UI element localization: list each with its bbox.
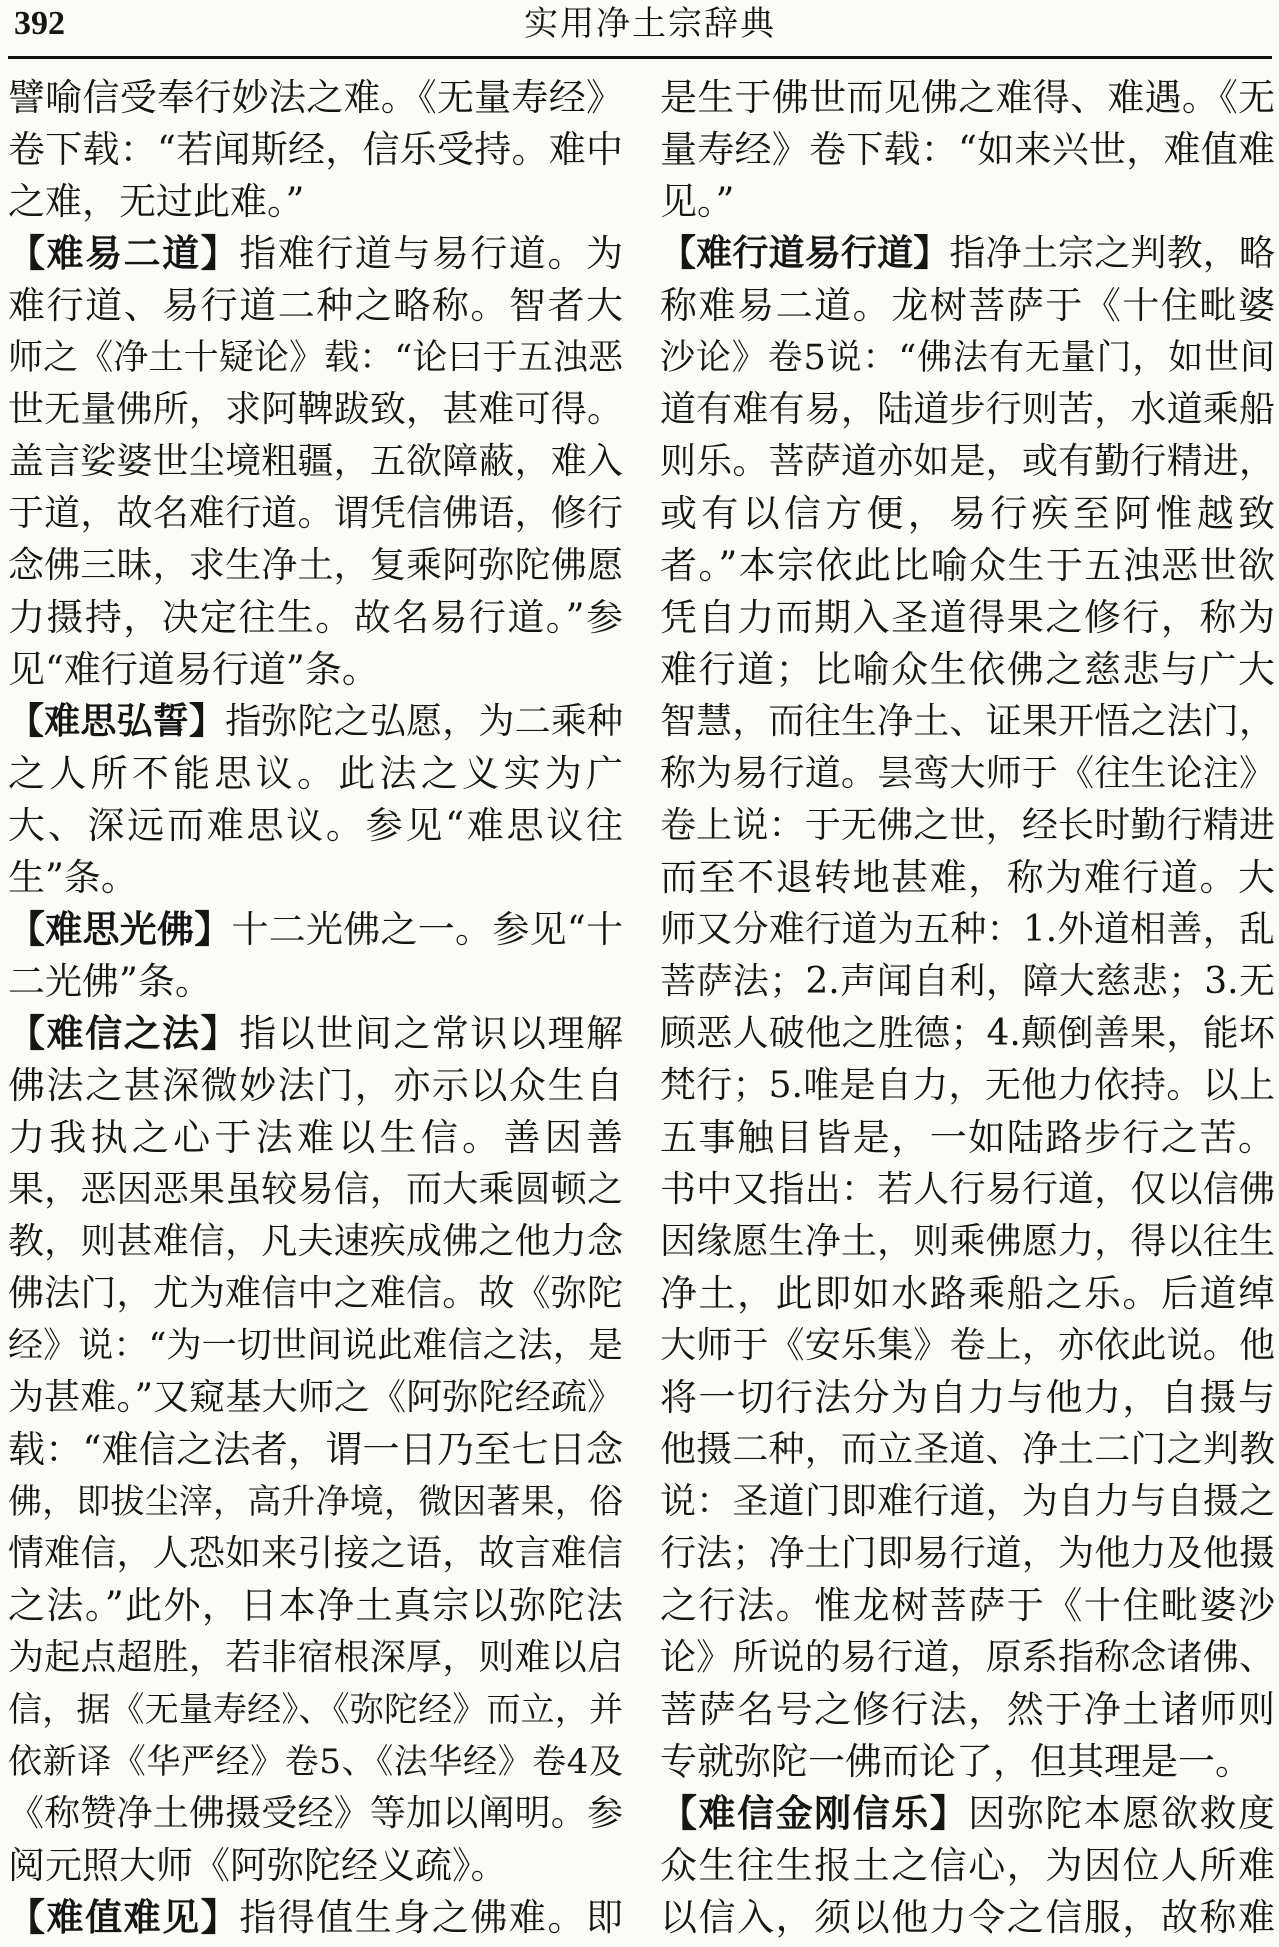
- text-line: [660, 1684, 1275, 1736]
- text-line: [8, 228, 623, 280]
- text-line: [8, 1892, 623, 1944]
- entry-text: 果，恶因恶果虽较易信，而大乘圆顿之: [8, 1169, 623, 1210]
- entry-text: 佛法门，尤为难信中之难信。故《弥陀: [8, 1273, 623, 1314]
- entry-text: 十二光佛之一。参见“十: [231, 908, 623, 951]
- text-line: [660, 1320, 1275, 1372]
- entry-text: 为起点超胜，若非宿根深厚，则难以启: [8, 1637, 623, 1678]
- text-line: [8, 72, 623, 124]
- entry-text: 智慧，而往生净土、证果开悟之法门，: [660, 701, 1275, 742]
- entry-text: 五事触目皆是，一如陆路步行之苦。: [660, 1116, 1275, 1159]
- text-line: [8, 384, 623, 436]
- text-line: [660, 1528, 1275, 1580]
- entry-text: 顾恶人破他之胜德；4.颠倒善果，能坏: [660, 1013, 1275, 1054]
- running-title: 实用净土宗辞典: [524, 4, 776, 44]
- text-line: [660, 1840, 1275, 1892]
- entry-text: 而至不退转地甚难，称为难行道。大: [660, 856, 1275, 899]
- text-line: [8, 332, 623, 384]
- entry-text: 二光佛”条。: [8, 960, 212, 1003]
- text-line: [660, 1736, 1275, 1788]
- page-header: [0, 0, 1279, 66]
- entry-text: 为甚难。”又窥基大师之《阿弥陀经疏》: [8, 1377, 623, 1418]
- entry-text: 书中又指出：若人行易行道，仅以信佛: [660, 1169, 1275, 1210]
- entry-text: 譬喻信受奉行妙法之难。《无量寿经》: [8, 76, 623, 119]
- text-line: [8, 800, 623, 852]
- entry-text: 师之《净土十疑论》载：“论曰于五浊恶: [8, 338, 623, 378]
- entry-text: 则乐。菩萨道亦如是，或有勤行精进，: [660, 441, 1275, 482]
- entry-text: 说：圣道门即难行道，为自力与自摄之: [660, 1481, 1275, 1522]
- text-line: [8, 1424, 623, 1476]
- entry-text: 难行道、易行道二种之略称。智者大: [8, 284, 623, 327]
- text-line: [660, 1788, 1275, 1840]
- entry-headword: 【难值难见】: [8, 1896, 240, 1939]
- text-line: [660, 1372, 1275, 1424]
- entry-text: 道有难有易，陆道步行则苦，水道乘船: [660, 389, 1275, 430]
- entry-text: 卷下载：“若闻斯经，信乐受持。难中: [8, 128, 623, 171]
- entry-text: 是生于佛世而见佛之难得、难遇。《无: [660, 76, 1275, 119]
- text-line: [8, 1112, 623, 1164]
- entry-text: 世无量佛所，求阿鞞跋致，甚难可得。: [8, 389, 623, 430]
- entry-text: 论》所说的易行道，原系指称念诸佛、: [660, 1637, 1275, 1678]
- entry-text: 《称赞净土佛摄受经》等加以阐明。参: [8, 1793, 623, 1834]
- entry-text: 之行法。惟龙树菩萨于《十住毗婆沙: [660, 1584, 1275, 1627]
- text-line: [660, 228, 1275, 280]
- entry-text: 佛法之甚深微妙法门，亦示以众生自: [8, 1064, 623, 1107]
- text-line: [8, 1684, 623, 1736]
- text-line: [8, 904, 623, 956]
- text-line: [8, 956, 623, 1008]
- text-line: [660, 280, 1275, 332]
- text-line: [660, 644, 1275, 696]
- text-line: [660, 72, 1275, 124]
- text-line: [8, 540, 623, 592]
- text-line: [8, 1788, 623, 1840]
- entry-text: 之法。”此外，日本净土真宗以弥陀法: [8, 1584, 623, 1627]
- text-line: [660, 1060, 1275, 1112]
- entry-text: 指净土宗之判教，略: [949, 233, 1275, 274]
- text-line: [660, 176, 1275, 228]
- text-line: [660, 332, 1275, 384]
- entry-text: 指得值生身之佛难。即: [239, 1896, 623, 1939]
- text-line: [660, 384, 1275, 436]
- entry-text: 或有以信方便，易行疾至阿惟越致: [660, 492, 1275, 535]
- text-line: [8, 1840, 623, 1892]
- entry-text: 见。”: [660, 180, 735, 223]
- text-line: [660, 748, 1275, 800]
- entry-text: 之人所不能思议。此法之义实为广: [8, 752, 623, 795]
- entry-headword: 【难易二道】: [8, 232, 240, 275]
- text-line: [660, 436, 1275, 488]
- entry-text: 力摄持，决定往生。故名易行道。”参: [8, 596, 623, 639]
- text-line: [660, 1164, 1275, 1216]
- entry-text: 佛，即拔尘滓，高升净境，微因著果，俗: [8, 1482, 623, 1522]
- entry-headword: 【难思光佛】: [8, 908, 232, 951]
- entry-text: 者。”本宗依此比喻众生于五浊恶世欲: [660, 544, 1275, 587]
- entry-text: 称为易行道。昙鸾大师于《往生论注》: [660, 753, 1275, 794]
- entry-text: 力我执之心于法难以生信。善因善: [8, 1116, 623, 1159]
- entry-headword: 【难行道易行道】: [660, 233, 950, 274]
- text-line: [660, 904, 1275, 956]
- text-line: [660, 592, 1275, 644]
- entry-text: 将一切行法分为自力与他力，自摄与: [660, 1376, 1275, 1419]
- entry-headword: 【难信之法】: [8, 1012, 240, 1055]
- entry-text: 大师于《安乐集》卷上，亦依此说。他: [660, 1325, 1275, 1366]
- entry-text: 念佛三昧，求生净土，复乘阿弥陀佛愿: [8, 545, 623, 586]
- text-line: [8, 1268, 623, 1320]
- header-rule: [8, 56, 1272, 59]
- right-column: [660, 72, 1275, 1944]
- text-line: [8, 1528, 623, 1580]
- entry-text: 净土，此即如水路乘船之乐。后道绰: [660, 1272, 1275, 1315]
- entry-text: 依新译《华严经》卷5、《法华经》卷4及: [8, 1742, 623, 1782]
- text-line: [660, 1476, 1275, 1528]
- entry-text: 指以世间之常识以理解: [239, 1012, 623, 1055]
- entry-text: 称难易二道。龙树菩萨于《十住毗婆: [660, 284, 1275, 327]
- text-line: [660, 852, 1275, 904]
- text-line: [660, 1268, 1275, 1320]
- entry-text: 载：“难信之法者，谓一日乃至七日念: [8, 1428, 623, 1471]
- entry-text: 生”条。: [8, 856, 138, 899]
- text-line: [8, 1580, 623, 1632]
- entry-text: 经》说：“为一切世间说此难信之法，是: [8, 1326, 623, 1366]
- text-line: [8, 1372, 623, 1424]
- text-line: [8, 1632, 623, 1684]
- page-number: 392: [14, 5, 65, 42]
- entry-headword: 【难信金刚信乐】: [660, 1792, 969, 1835]
- entry-text: 难行道；比喻众生依佛之慈悲与广大: [660, 648, 1275, 691]
- text-line: [660, 1008, 1275, 1060]
- text-line: [8, 696, 623, 748]
- text-line: [8, 1008, 623, 1060]
- entry-text: 菩萨法；2.声闻自利，障大慈悲；3.无: [660, 961, 1275, 1002]
- entry-text: 指弥陀之弘愿，为二乘种: [225, 701, 623, 742]
- entry-text: 于道，故名难行道。谓凭信佛语，修行: [8, 493, 623, 534]
- entry-text: 指难行道与易行道。为: [239, 232, 623, 275]
- entry-text: 教，则甚难信，凡夫速疾成佛之他力念: [8, 1221, 623, 1262]
- text-line: [660, 540, 1275, 592]
- left-column: [8, 72, 623, 1944]
- text-line: [8, 1164, 623, 1216]
- text-line: [660, 800, 1275, 852]
- entry-text: 见“难行道易行道”条。: [8, 648, 379, 691]
- entry-text: 众生往生报土之信心，为因位人所难: [660, 1844, 1275, 1887]
- text-line: [660, 956, 1275, 1008]
- text-line: [8, 852, 623, 904]
- text-line: [660, 1580, 1275, 1632]
- text-line: [8, 124, 623, 176]
- text-line: [8, 644, 623, 696]
- entry-text: 因缘愿生净土，则乘佛愿力，得以往生: [660, 1221, 1275, 1262]
- text-line: [8, 748, 623, 800]
- text-line: [660, 1632, 1275, 1684]
- entry-text: 阅元照大师《阿弥陀经义疏》。: [8, 1844, 508, 1887]
- text-line: [660, 1424, 1275, 1476]
- entry-text: 师又分难行道为五种：1.外道相善，乱: [660, 909, 1275, 950]
- entry-text: 凭自力而期入圣道得果之修行，称为: [660, 596, 1275, 639]
- entry-text: 盖言娑婆世尘境粗疆，五欲障蔽，难入: [8, 441, 623, 482]
- entry-text: 大、深远而难思议。参见“难思议往: [8, 804, 623, 847]
- text-line: [8, 1060, 623, 1112]
- text-line: [8, 176, 623, 228]
- entry-text: 之难，无过此难。”: [8, 180, 305, 223]
- text-line: [660, 1112, 1275, 1164]
- text-line: [8, 1476, 623, 1528]
- text-line: [8, 1320, 623, 1372]
- entry-text: 信，据《无量寿经》、《弥陀经》而立，并: [8, 1690, 623, 1730]
- entry-text: 量寿经》卷下载：“如来兴世，难值难: [660, 128, 1275, 171]
- entry-text: 他摄二种，而立圣道、净土二门之判教: [660, 1429, 1275, 1470]
- text-line: [8, 280, 623, 332]
- entry-text: 沙论》卷5说：“佛法有无量门，如世间: [660, 338, 1275, 378]
- entry-headword: 【难思弘誓】: [8, 701, 226, 742]
- text-line: [8, 1736, 623, 1788]
- text-line: [8, 1216, 623, 1268]
- text-line: [660, 488, 1275, 540]
- text-line: [660, 124, 1275, 176]
- entry-text: 行法；净土门即易行道，为他力及他摄: [660, 1533, 1275, 1574]
- entry-text: 情难信，人恐如来引接之语，故言难信: [8, 1533, 623, 1574]
- text-line: [660, 1216, 1275, 1268]
- text-line: [8, 436, 623, 488]
- entry-text: 专就弥陀一佛而论了，但其理是一。: [660, 1740, 1252, 1783]
- text-line: [8, 592, 623, 644]
- entry-text: 卷上说：于无佛之世，经长时勤行精进: [660, 805, 1275, 846]
- entry-text: 以信入，须以他力令之信服，故称难: [660, 1896, 1275, 1939]
- text-line: [8, 488, 623, 540]
- entry-text: 因弥陀本愿欲救度: [968, 1792, 1275, 1835]
- entry-text: 菩萨名号之修行法，然于净土诸师则: [660, 1688, 1275, 1731]
- entry-text: 梵行；5.唯是自力，无他力依持。以上: [660, 1065, 1275, 1106]
- text-line: [660, 696, 1275, 748]
- text-line: [660, 1892, 1275, 1944]
